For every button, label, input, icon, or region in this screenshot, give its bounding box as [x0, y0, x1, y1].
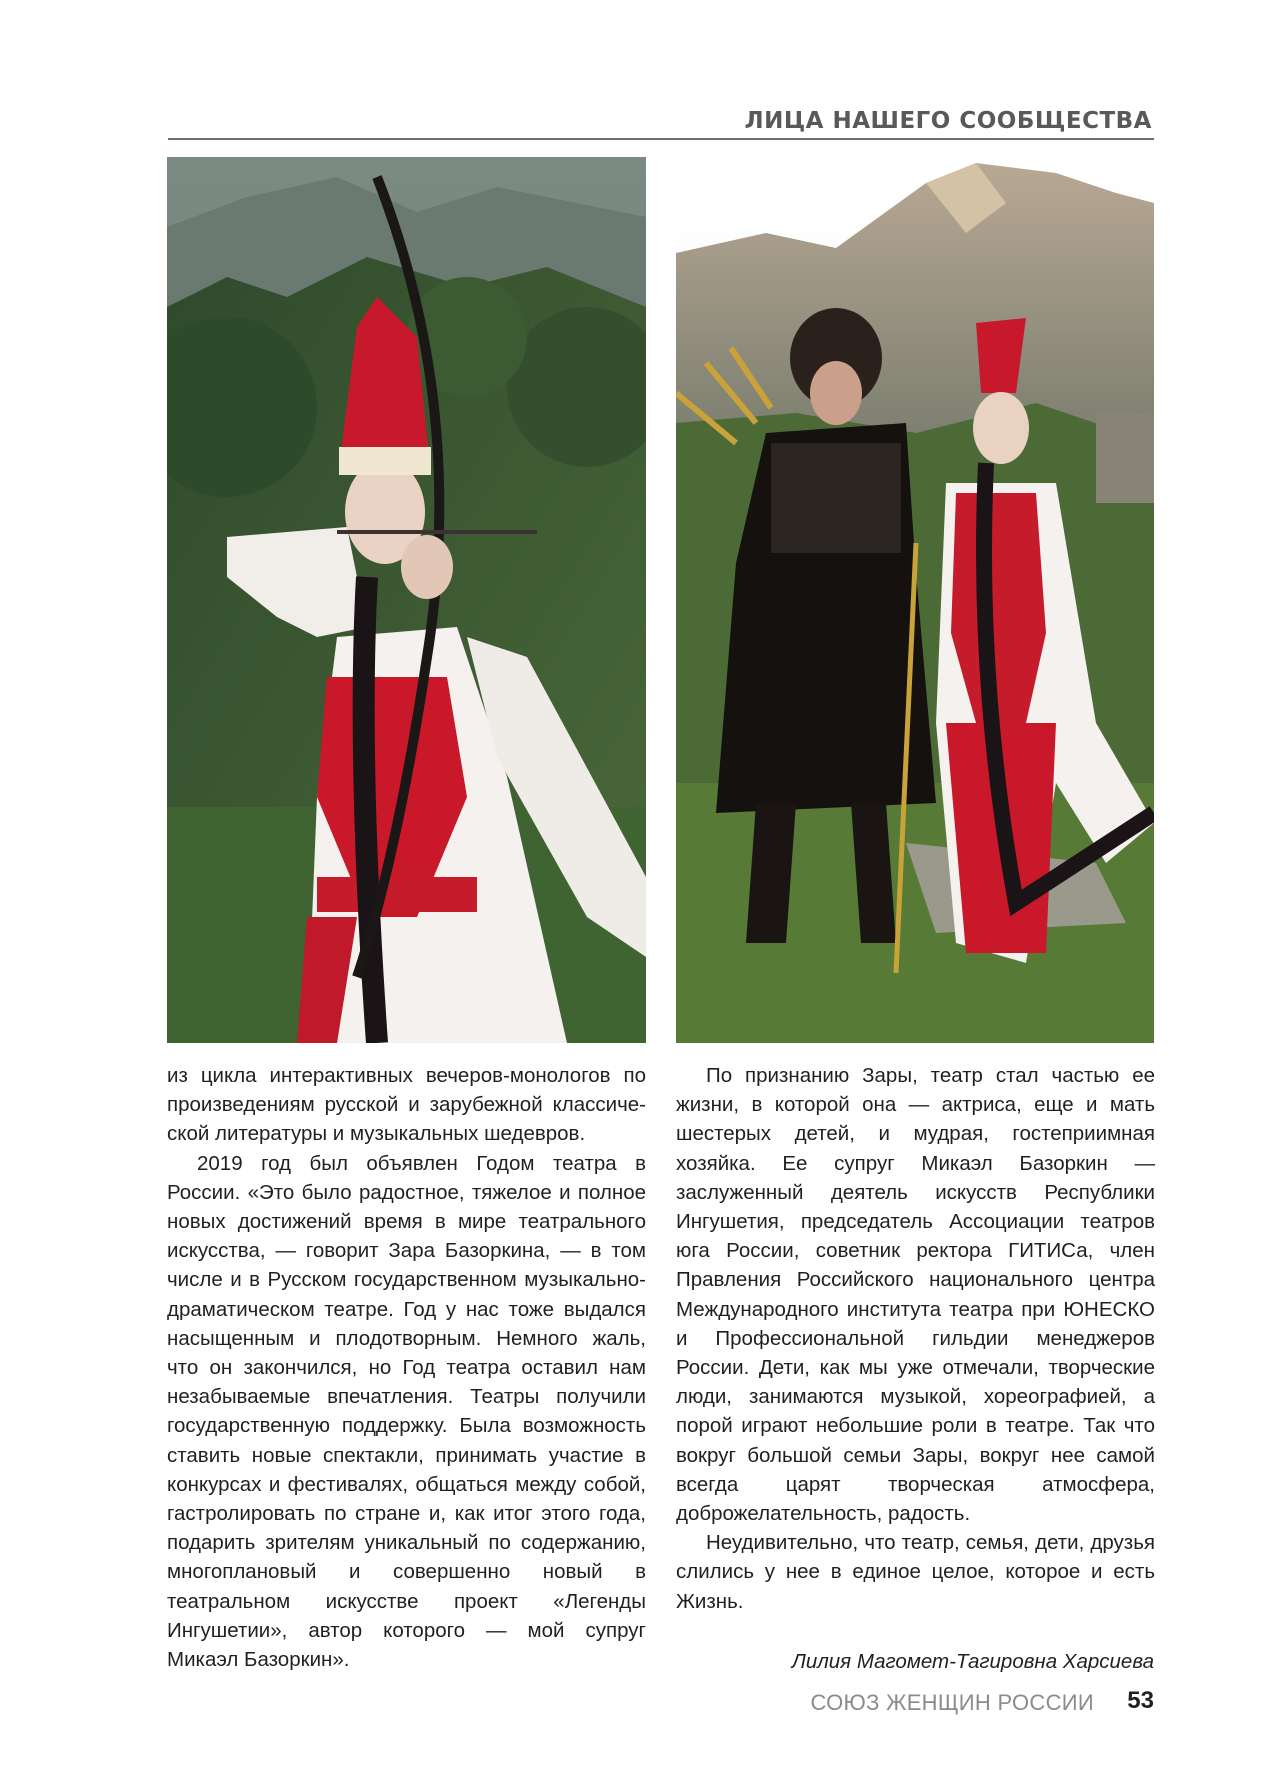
- paragraph: По признанию Зары, театр стал частью ее жизни, в которой она — актриса, еще и мать шестерых детей, и мудрая, гостеприимная хозяйка. Ее супруг Микаэл Базоркин — заслуженный деятель искусств Республики Ингушетия, председатель Ассоциации театров юга России, советник ректора ГИТИСа, член Правления Российского национального центра Международного института театра при ЮНЕСКО и Профессиональной гильдии менеджеров России. Дети, как мы уже отмечали, творческие люди, занимаются музыкой, хореографией, а порой играют небольшие роли в театре. Так что вокруг большой семьи Зары, вокруг нее самой всегда царят творческая атмосфера, доброжелательность, радость.: [676, 1064, 1155, 1526]
- paragraph: из цикла интерактивных вечеров-монологов по произведениям русской и зарубежной классиче-ской литературы и музыкальных шедевров.: [167, 1064, 646, 1146]
- article-right-column: [676, 1061, 1155, 1616]
- magazine-name: СОЮЗ ЖЕНЩИН РОССИИ: [810, 1690, 1094, 1715]
- article-left-column: [167, 1061, 646, 1674]
- page-number: 53: [1127, 1687, 1154, 1714]
- couple-in-costume-photo: [676, 163, 1154, 1043]
- section-title: ЛИЦА НАШЕГО СООБЩЕСТВА: [744, 108, 1152, 134]
- paragraph: 2019 год был объявлен Годом театра в России. «Это было радостное, тяжелое и полное новых достижений время в мире театрального искусства, — говорит Зара Базоркина, — в том числе и в Русском государственном музыкально-драматическом театре. Год у нас тоже выдался насыщенным и плодотворным. Немного жаль, что он закончился, но Год театра оставил нам незабываемые впечатления. Театры получили государственную поддержку. Была возможность ставить новые спектакли, принимать участие в конкурсах и фестивалях, общаться между собой, гастролировать по стране и, как итог этого года, подарить зрителям уникальный по содержанию, многоплановый и совершенно новый в театральном искусстве проект «Легенды Ингушетии», автор которого — мой супруг Микаэл Базоркин».: [167, 1151, 646, 1672]
- section-header: [168, 104, 1154, 140]
- author-signature: Лилия Магомет-Тагировна Харсиева: [791, 1650, 1154, 1673]
- paragraph: Неудивительно, что театр, семья, дети, друзья слились у нее в единое целое, которое и есть Жизнь.: [676, 1531, 1155, 1613]
- woman-archer-photo: [167, 157, 646, 1043]
